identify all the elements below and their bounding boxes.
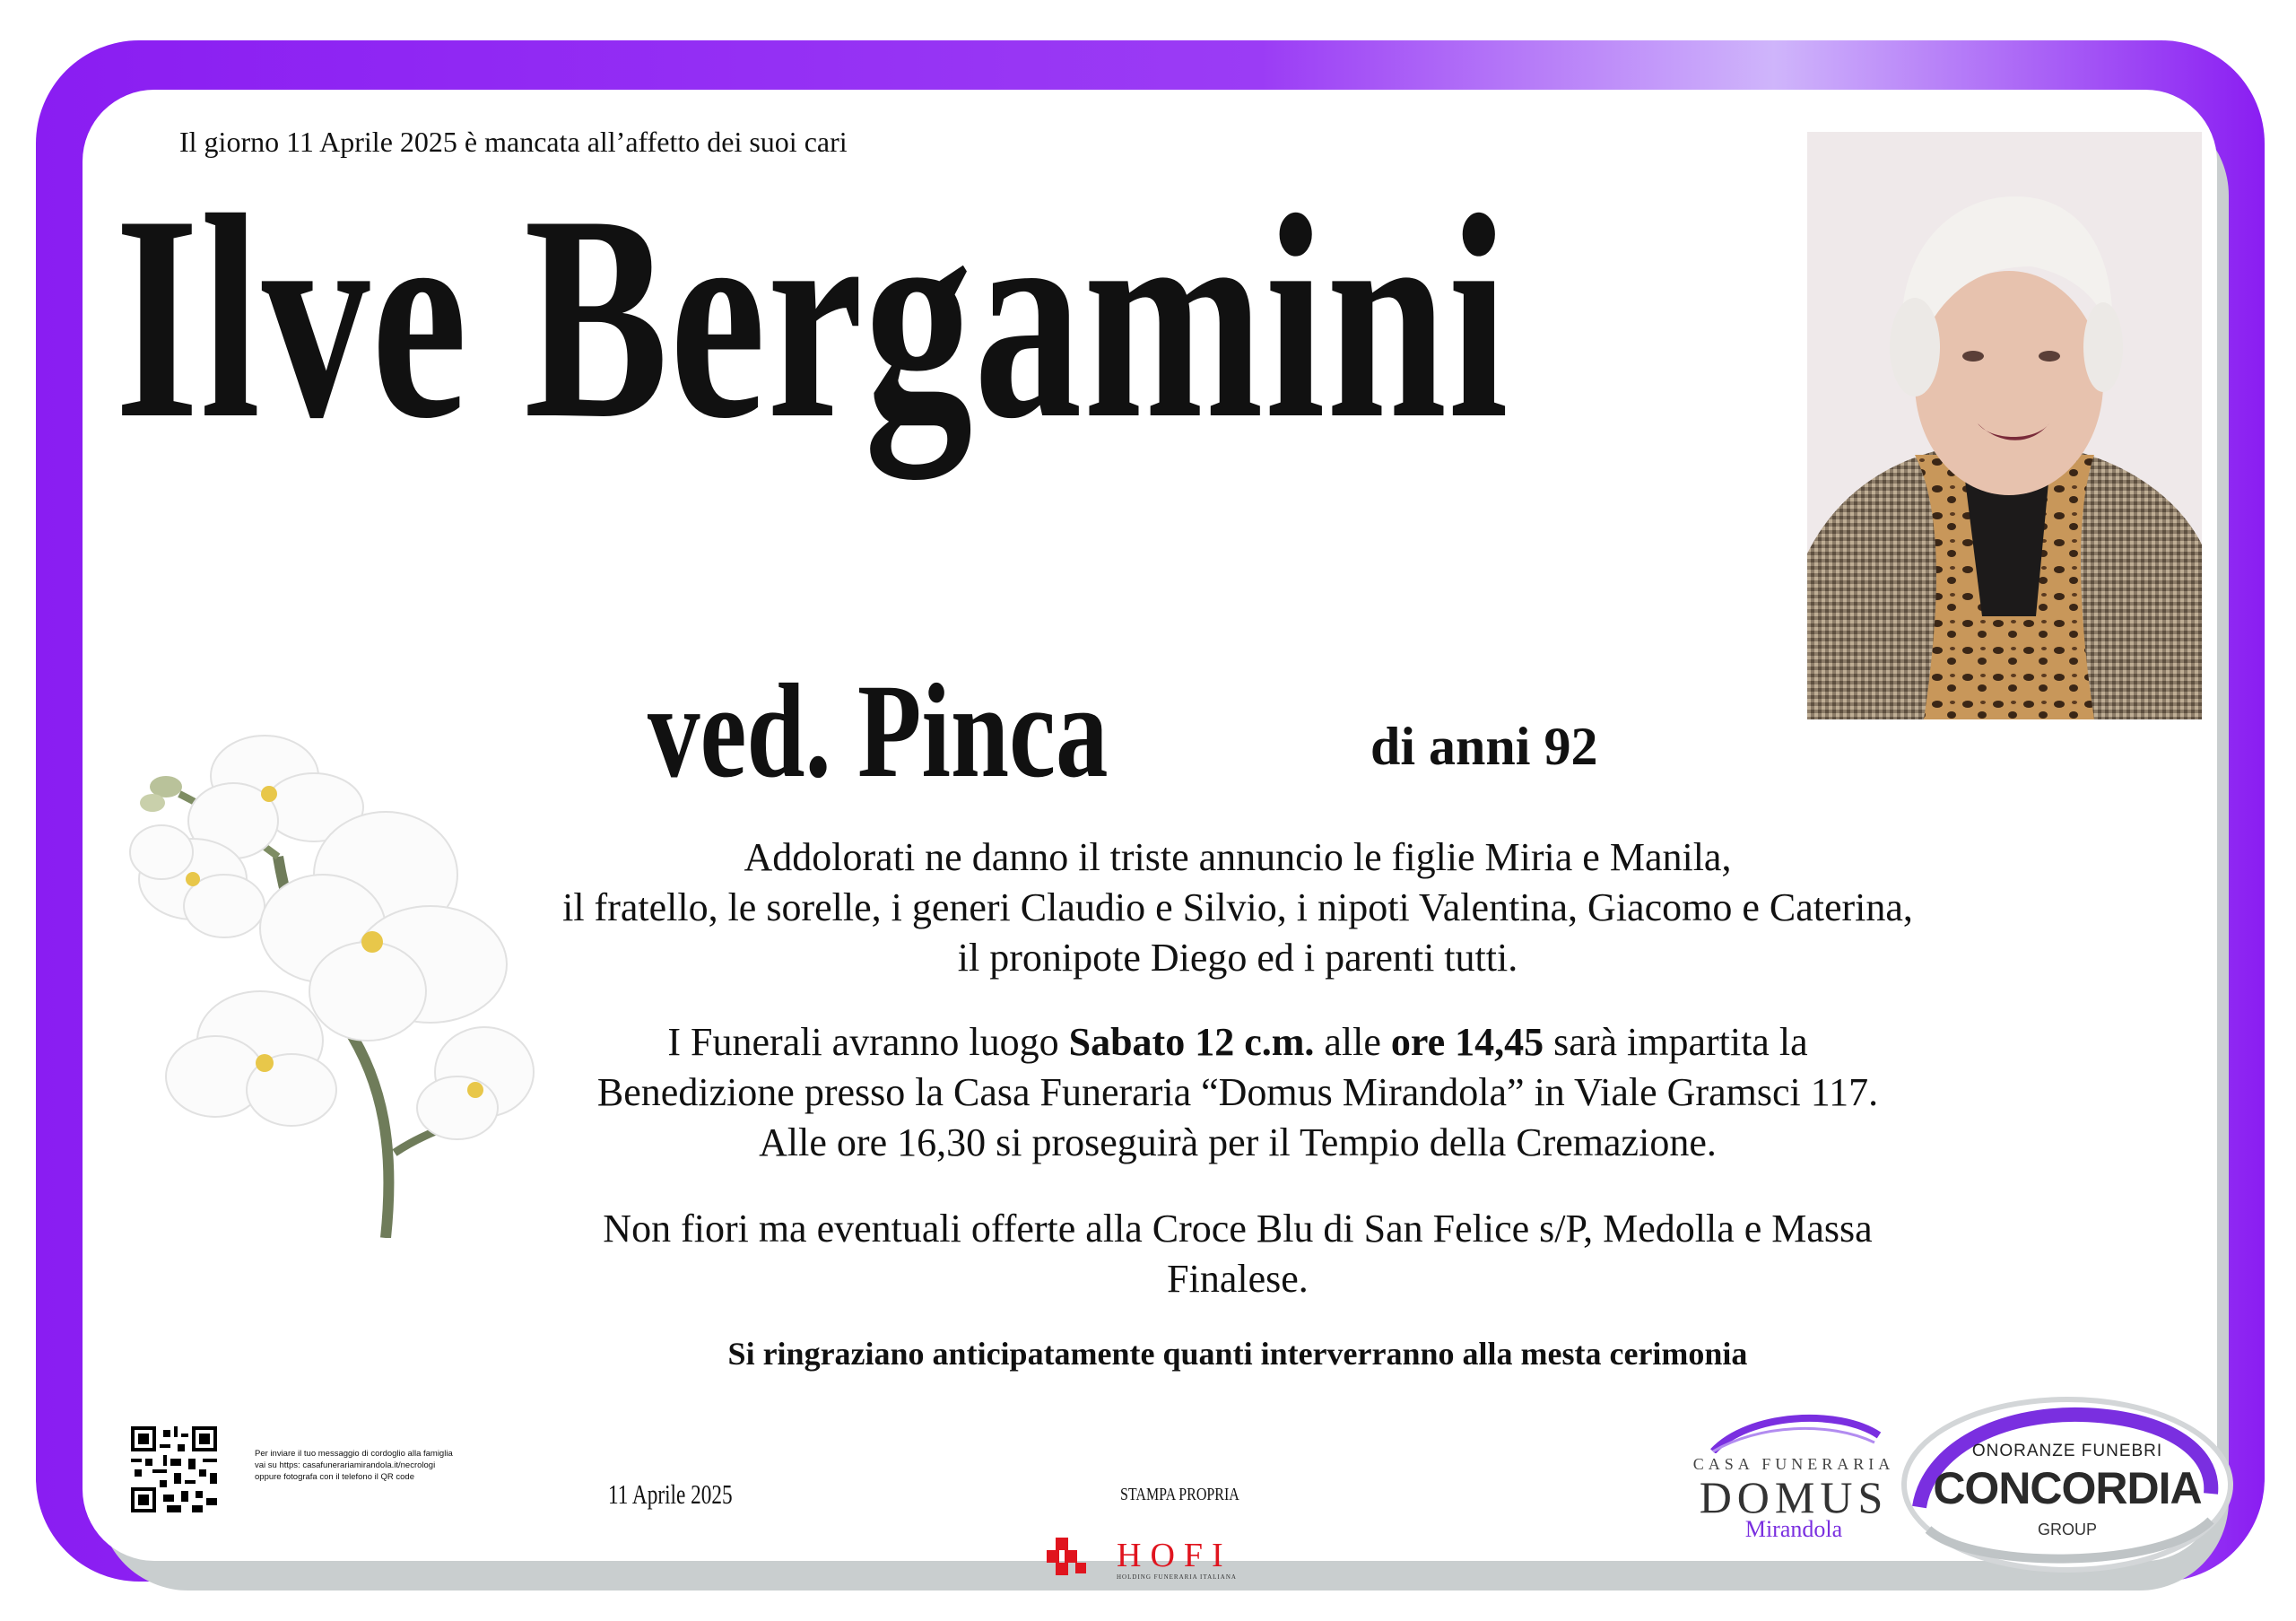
hofi-logo <box>1045 1536 1260 1582</box>
concordia-logo <box>1901 1395 2233 1574</box>
concordia-bottom: GROUP <box>2037 1521 2097 1538</box>
hofi-tagline: HOLDING FUNERARIA ITALIANA <box>1117 1573 1237 1581</box>
hofi-name: HOFI <box>1117 1537 1232 1574</box>
widow-of <box>648 657 1238 806</box>
announcement <box>538 832 1937 983</box>
announcement-line-3: il pronipote Diego ed i parenti tutti. <box>957 936 1518 980</box>
domus-small: CASA FUNERARIA <box>1692 1455 1895 1473</box>
domus-big: DOMUS <box>1699 1472 1889 1522</box>
donations: Non fiori ma eventuali offerte alla Croce Blu di San Felice s/P, Medolla e Massa Finalese. <box>603 1207 1873 1301</box>
widow-of-text: ved. Pinca <box>648 657 1109 806</box>
funeral-day: Sabato 12 c.m. <box>1068 1020 1315 1064</box>
funeral-part-1: I Funerali avranno luogo <box>667 1020 1069 1064</box>
domus-logo <box>1686 1408 1901 1543</box>
portrait-photo-icon <box>1807 132 2202 719</box>
thanks-line: Si ringraziano anticipatamente quanti interverranno alla mesta cerimonia <box>727 1336 1748 1372</box>
stampa-propria <box>1120 1485 1269 1505</box>
announcement-line-1: Addolorati ne danno il triste annuncio le figlie Miria e Manila, <box>744 835 1732 879</box>
funeral-part-3: sarà impartita la <box>1544 1020 1808 1064</box>
funeral-line-3: Alle ore 16,30 si proseguirà per il Tempio della Cremazione. <box>759 1120 1717 1164</box>
concordia-name: CONCORDIA <box>1933 1463 2202 1513</box>
announcement-line-2: il fratello, le sorelle, i generi Claudio e Silvio, i nipoti Valentina, Giacomo e Caterina, <box>562 885 1913 929</box>
age: di anni 92 <box>1370 717 1598 776</box>
qr-instructions <box>255 1448 542 1483</box>
orchid-icon <box>99 722 547 1238</box>
funeral-info <box>538 1017 1937 1168</box>
deceased-name-text: Ilve Bergamini <box>115 154 1510 479</box>
funeral-line-1 <box>538 1017 1937 1068</box>
funeral-part-2: alle <box>1314 1020 1391 1064</box>
print-date-text: 11 Aprile 2025 <box>608 1478 733 1510</box>
qr-code-icon[interactable] <box>131 1426 217 1512</box>
funeral-time: ore 14,45 <box>1390 1020 1544 1064</box>
deceased-name <box>115 154 1792 565</box>
print-date <box>608 1478 774 1511</box>
intro-line: Il giorno 11 Aprile 2025 è mancata all’affetto dei suoi cari <box>179 126 848 158</box>
stampa-propria-text: STAMPA PROPRIA <box>1120 1485 1239 1504</box>
funeral-line-2: Benedizione presso la Casa Funeraria “Domus Mirandola” in Viale Gramsci 117. <box>596 1070 1879 1114</box>
red-cubes-logo-icon <box>1047 1538 1086 1575</box>
qr-line-3: oppure fotografa con il telefono il QR code <box>255 1472 414 1482</box>
concordia-top: ONORANZE FUNEBRI <box>1971 1442 2163 1460</box>
domus-city: Mirandola <box>1744 1516 1843 1542</box>
qr-line-2[interactable]: vai su https: casafunerariamirandola.it/necrologi <box>255 1460 436 1470</box>
qr-line-1: Per inviare il tuo messaggio di cordoglio alla famiglia <box>255 1449 453 1459</box>
